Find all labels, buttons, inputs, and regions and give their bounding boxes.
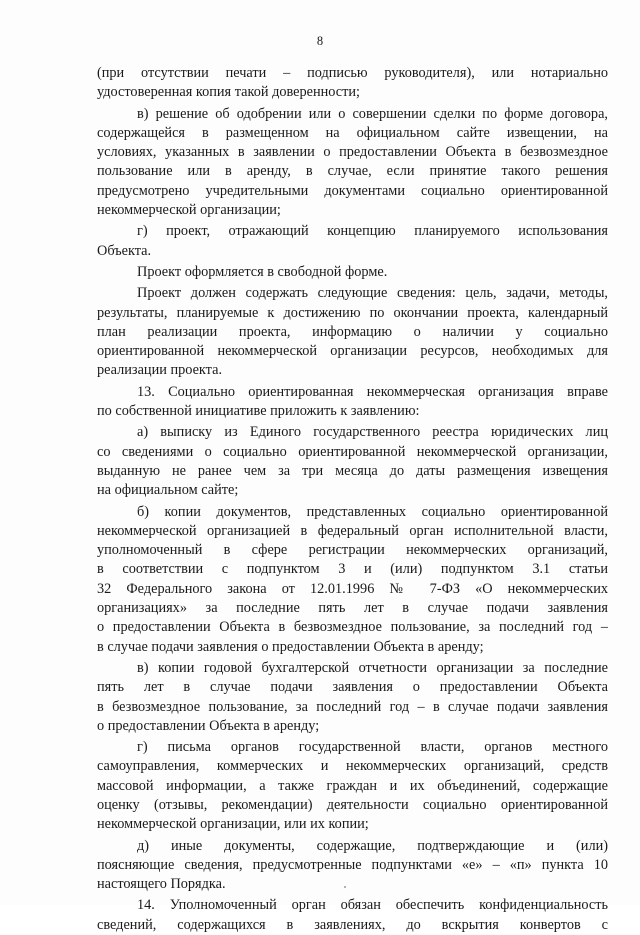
text-line: в случае подачи заявления о предоставлении Объекта в аренду;	[97, 638, 484, 655]
paragraph-first-line: Проект оформляется в свободной форме.	[137, 263, 388, 280]
page-number: 8	[316, 34, 324, 48]
text-line: организациях» за последние пять лет в случае подачи заявления	[97, 600, 608, 617]
text-line: 32 Федерального закона от 12.01.1996 № 7-ФЗ «О некоммерческих	[97, 580, 608, 597]
text-line: о предоставлении Объекта в безвозмездное пользование, за последний год –	[97, 619, 608, 636]
text-line: выданную не ранее чем за три месяца до даты размещения извещения	[97, 462, 608, 479]
paragraph-first-line: 13. Социально ориентированная некоммерческая организация вправе	[137, 383, 608, 400]
text-line: некоммерческой организации, или их копии;	[97, 816, 369, 833]
text-line: ориентированной некоммерческой организации ресурсов, необходимых для	[97, 343, 608, 360]
text-line: некоммерческой организацией в федеральный орган исполнительной власти,	[97, 522, 608, 539]
text-line: условиях, указанных в заявлении о предоставлении Объекта в безвозмездное	[97, 144, 608, 161]
text-line: по собственной инициативе приложить к заявлению:	[97, 403, 420, 420]
text-line: некоммерческой организации;	[97, 202, 281, 219]
paragraph-first-line: д) иные документы, содержащие, подтверждающие и (или)	[137, 837, 608, 854]
paragraph-first-line: в) решение об одобрении или о совершении сделки по форме договора,	[137, 105, 608, 122]
text-line: поясняющие сведения, предусмотренные подпунктами «е» – «п» пункта 10	[97, 856, 608, 873]
text-line: сведений, содержащихся в заявлениях, до вскрытия конвертов с	[97, 916, 608, 933]
text-line: настоящего Порядка.	[97, 876, 226, 893]
text-line: массовой информации, а также граждан и их объединений, содержащие	[97, 777, 608, 794]
text-line: (при отсутствии печати – подписью руководителя), или нотариально	[97, 65, 608, 81]
text-line: пять лет в случае подачи заявления о предоставлении Объекта	[97, 679, 608, 696]
text-line: реализации проекта.	[97, 362, 223, 379]
text-line: пользование или в аренду, в случае, если принятие такого решения	[97, 163, 608, 180]
text-line: содержащейся в размещенном на официальном сайте извещении, на	[97, 124, 608, 141]
text-line: Объекта.	[97, 242, 152, 259]
paragraph-first-line: в) копии годовой бухгалтерской отчетности организации за последние	[137, 659, 608, 676]
paragraph-first-line: 14. Уполномоченный орган обязан обеспечить конфиденциальность	[137, 897, 608, 914]
document-body	[97, 64, 608, 935]
text-line: предусмотрено учредительными документами социально ориентированной	[97, 182, 608, 199]
paragraph-first-line: Проект должен содержать следующие сведения: цель, задачи, методы,	[137, 285, 608, 302]
text-line: уполномоченный в сфере регистрации некоммерческих организаций,	[97, 542, 608, 559]
text-line: план реализации проекта, информацию о наличии у социально	[97, 323, 608, 340]
scan-artifact	[344, 886, 346, 888]
text-line: оценку (отзывы, рекомендации) деятельности социально ориентированной	[97, 796, 608, 813]
text-line: со сведениями о социально ориентированной некоммерческой организации,	[97, 443, 608, 460]
text-line: в соответствии с подпунктом 3 и (или) подпунктом 3.1 статьи	[97, 561, 608, 578]
paragraph-first-line: б) копии документов, представленных социально ориентированной	[137, 503, 608, 520]
text-line: удостоверенная копия такой доверенности;	[97, 84, 361, 101]
paragraph-first-line: а) выписку из Единого государственного реестра юридических лиц	[137, 424, 608, 441]
text-line: результаты, планируемые к достижению по окончании проекта, календарный	[97, 304, 608, 321]
text-line: самоуправления, коммерческих и некоммерческих организаций, средств	[97, 758, 608, 775]
paragraph-first-line: г) письма органов государственной власти, органов местного	[137, 739, 608, 756]
text-line: о предоставлении Объекта в аренду;	[97, 717, 320, 734]
text-line: на официальном сайте;	[97, 482, 239, 499]
text-line: в безвозмездное пользование, за последний год – в случае подачи заявления	[97, 698, 608, 715]
paragraph-first-line: г) проект, отражающий концепцию планируемого использования	[137, 223, 608, 240]
